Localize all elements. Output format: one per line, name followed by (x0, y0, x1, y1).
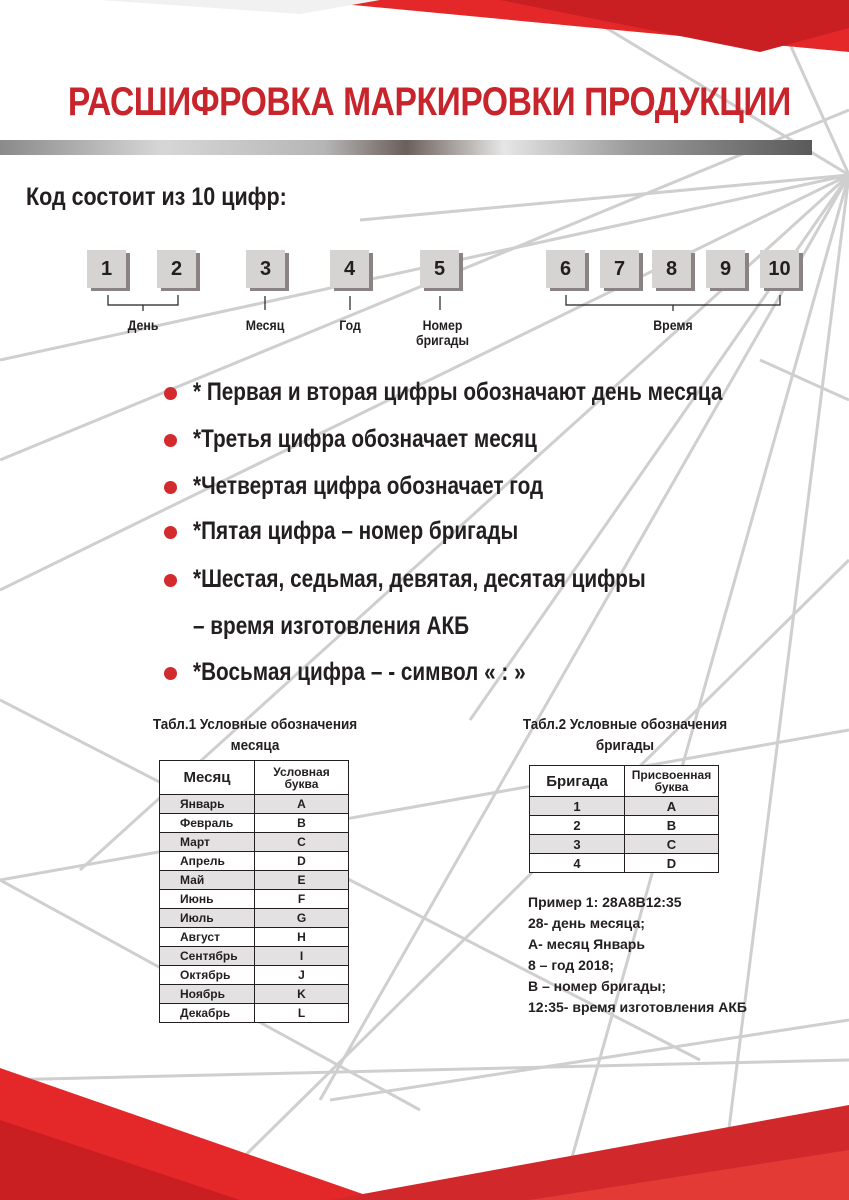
letter-cell: E (255, 871, 349, 890)
digit-box: 3 (246, 250, 285, 288)
letter-cell: I (255, 947, 349, 966)
bullet-item: * Первая и вторая цифры обозначают день месяца (193, 378, 723, 406)
month-cell: Июнь (160, 890, 255, 909)
table-row (530, 854, 719, 873)
table-row (160, 928, 349, 947)
month-cell: Декабрь (160, 1004, 255, 1023)
digit-box: 7 (600, 250, 639, 288)
month-cell: Август (160, 928, 255, 947)
table-row (160, 985, 349, 1004)
time-label: Время (653, 317, 693, 333)
table-row (160, 909, 349, 928)
example-line: 28- день месяца; (528, 915, 645, 931)
brigade-col-header: Бригада (530, 766, 625, 797)
digit-box: 9 (706, 250, 745, 288)
letter-cell: J (255, 966, 349, 985)
letter-cell: H (255, 928, 349, 947)
table-row (160, 795, 349, 814)
table2-caption-line1: Табл.2 Условные обозначения (522, 716, 728, 733)
year-label: Год (339, 317, 361, 333)
example-block (528, 892, 747, 1018)
letter-cell: D (625, 854, 719, 873)
month-cell: Январь (160, 795, 255, 814)
letter-cell: L (255, 1004, 349, 1023)
month-cell: Сентябрь (160, 947, 255, 966)
letter-cell: C (255, 833, 349, 852)
month-cell: Апрель (160, 852, 255, 871)
letter-cell: B (625, 816, 719, 835)
example-line: 8 – год 2018; (528, 957, 614, 973)
digit-box: 8 (652, 250, 691, 288)
digit-brackets (0, 0, 849, 330)
example-line: A- месяц Январь (528, 936, 645, 952)
bullet-item: *Шестая, седьмая, девятая, десятая цифры (193, 565, 646, 593)
table2-caption-line2: бригады (595, 737, 655, 754)
assigned-letter-col-header-line2: буква (654, 780, 689, 794)
brigade-cell: 3 (530, 835, 625, 854)
table-row (160, 833, 349, 852)
brigade-cell: 4 (530, 854, 625, 873)
digit-box: 4 (330, 250, 369, 288)
table-row (530, 816, 719, 835)
digit-box: 5 (420, 250, 459, 288)
bullet-dot (164, 434, 177, 447)
table-row (530, 835, 719, 854)
bullet-item: *Третья цифра обозначает месяц (193, 425, 537, 453)
month-label: Месяц (245, 317, 285, 333)
assigned-letter-col-header (625, 766, 719, 797)
bullet-item: *Восьмая цифра – - символ « : » (193, 658, 526, 686)
letter-col-header (255, 761, 349, 795)
example-line: B – номер бригады; (528, 978, 667, 994)
letter-cell: B (255, 814, 349, 833)
month-cell: Февраль (160, 814, 255, 833)
table-row (160, 1004, 349, 1023)
assigned-letter-col-header-line1: Присвоенная (631, 768, 712, 782)
table-row (160, 947, 349, 966)
table-row (160, 814, 349, 833)
month-cell: Май (160, 871, 255, 890)
digit-box: 10 (760, 250, 799, 288)
bullet-dot (164, 574, 177, 587)
month-table (159, 760, 349, 1023)
letter-col-header-line2: буква (284, 776, 319, 791)
letter-cell: C (625, 835, 719, 854)
digit-box: 2 (157, 250, 196, 288)
brigade-label-line1: Номер (422, 317, 463, 333)
month-col-header: Месяц (160, 761, 255, 795)
letter-cell: F (255, 890, 349, 909)
table-row (160, 871, 349, 890)
month-cell: Март (160, 833, 255, 852)
letter-cell: G (255, 909, 349, 928)
table-row (160, 966, 349, 985)
day-label: День (127, 317, 159, 333)
table-row (160, 852, 349, 871)
bullet-item: *Четвертая цифра обозначает год (193, 472, 544, 500)
bullet-item: *Пятая цифра – номер бригады (193, 517, 519, 545)
letter-cell: A (625, 797, 719, 816)
bullet-dot (164, 526, 177, 539)
month-cell: Ноябрь (160, 985, 255, 1004)
code-subtitle: Код состоит из 10 цифр: (26, 183, 287, 211)
brigade-cell: 2 (530, 816, 625, 835)
brigade-cell: 1 (530, 797, 625, 816)
brigade-label-line2: бригады (415, 332, 470, 348)
table-row (160, 890, 349, 909)
bullet-item-continuation: – время изготовления АКБ (193, 612, 470, 640)
month-cell: Июль (160, 909, 255, 928)
month-cell: Октябрь (160, 966, 255, 985)
bullet-dot (164, 387, 177, 400)
letter-col-header-line1: Условная (273, 764, 330, 779)
page-title: РАСШИФРОВКА МАРКИРОВКИ ПРОДУКЦИИ (67, 80, 791, 124)
table-row (530, 797, 719, 816)
letter-cell: A (255, 795, 349, 814)
letter-cell: K (255, 985, 349, 1004)
brigade-table (529, 765, 719, 873)
bullet-dot (164, 481, 177, 494)
letter-cell: D (255, 852, 349, 871)
digit-box: 6 (546, 250, 585, 288)
table1-caption-line2: месяца (230, 737, 280, 754)
bullet-dot (164, 667, 177, 680)
table1-caption-line1: Табл.1 Условные обозначения (152, 716, 358, 733)
example-line: 12:35- время изготовления АКБ (528, 999, 747, 1015)
example-line: Пример 1: 28A8B12:35 (528, 894, 682, 910)
digit-box: 1 (87, 250, 126, 288)
